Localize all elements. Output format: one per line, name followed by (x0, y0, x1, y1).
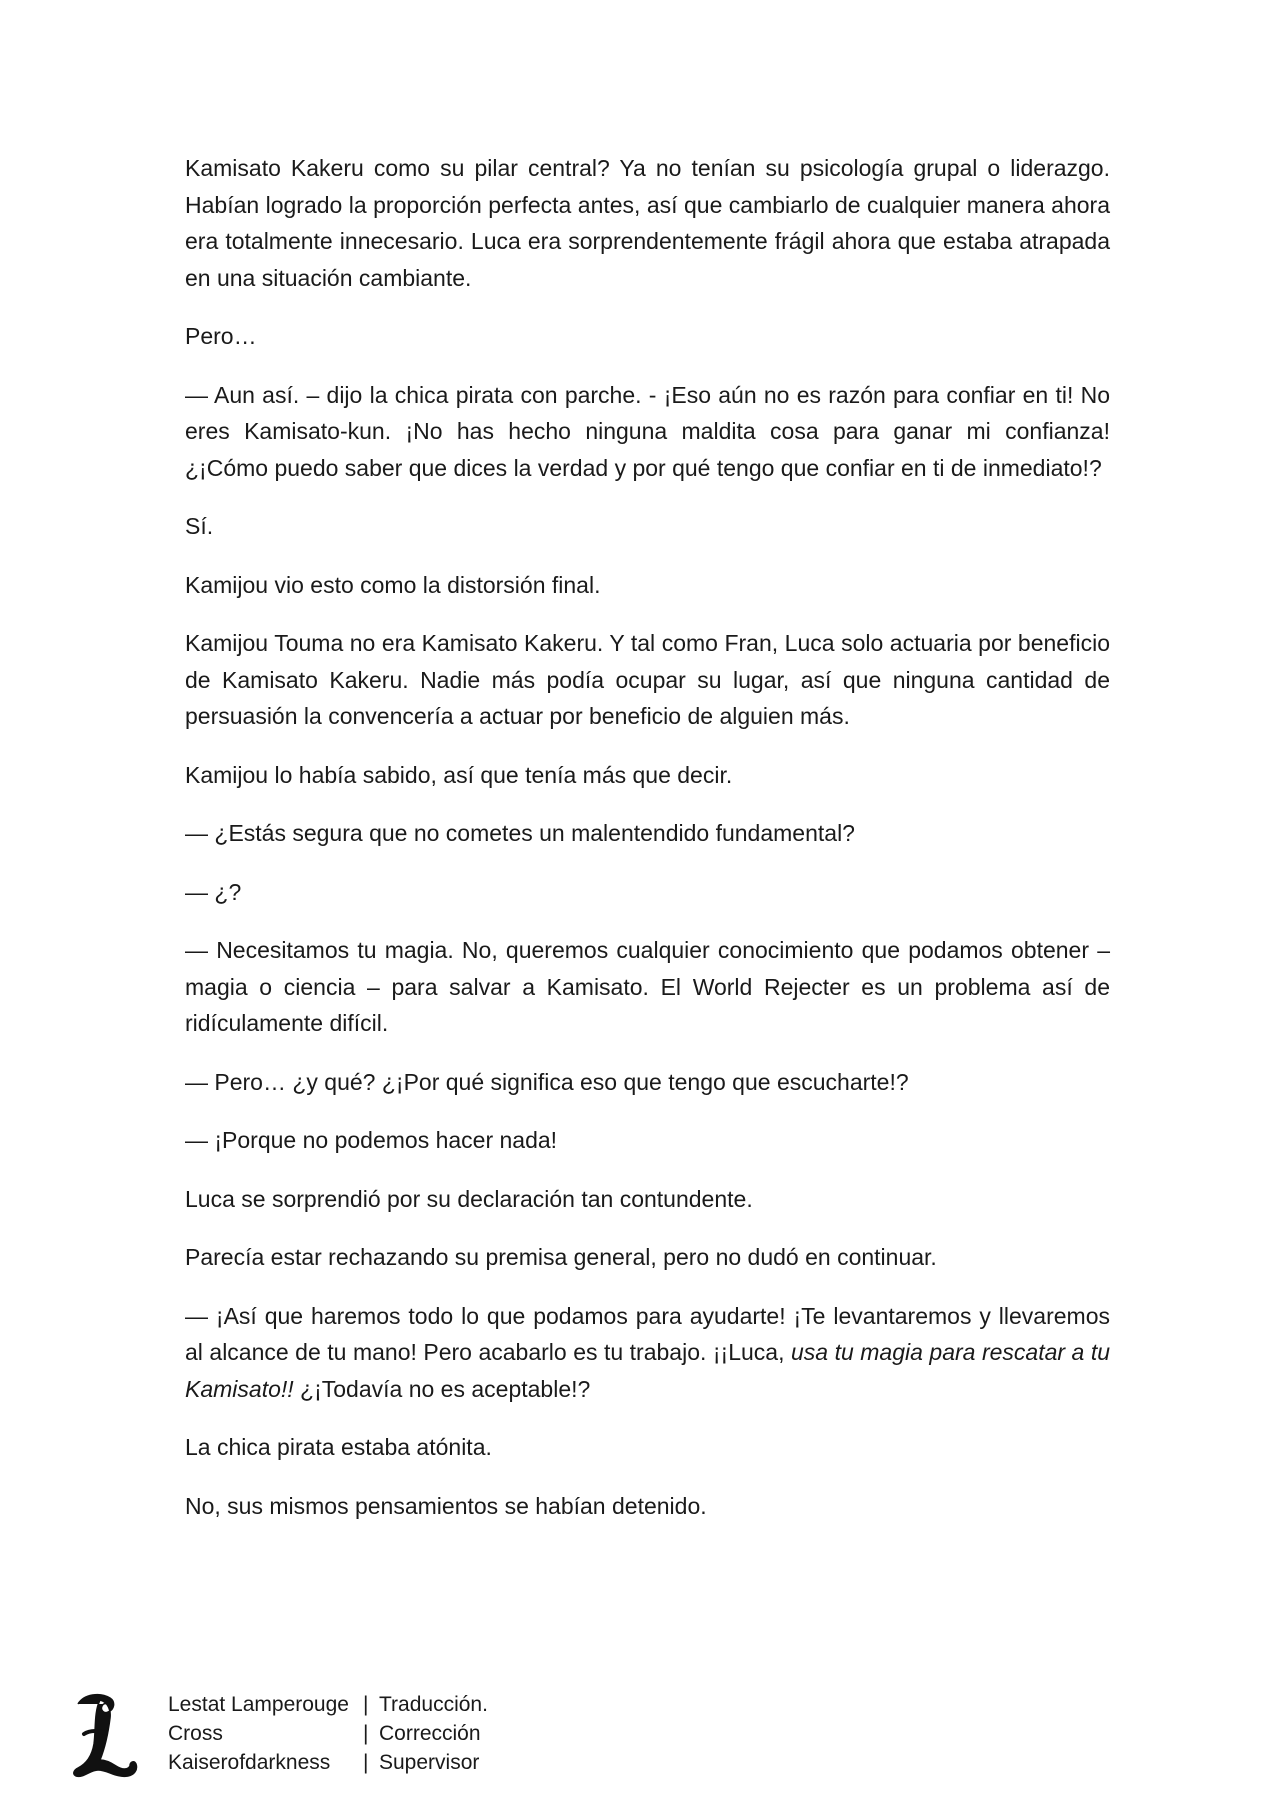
credit-role: Supervisor (379, 1751, 480, 1774)
document-body (185, 150, 1110, 1546)
paragraph-7: Kamijou lo había sabido, así que tenía más que decir. (185, 761, 733, 788)
paragraph-1: Kamisato Kakeru como su pilar central? Ya no tenían su psicología grupal o liderazgo. Habían logrado la proporción perfecta antes, así que cambiarlo de cualquier manera ahora era totalmente innecesario. Luca era sorprendentemente frágil ahora que estaba atrapada en una situación cambiante. (185, 155, 1110, 291)
credit-role: Corrección (379, 1722, 481, 1745)
paragraph-6: Kamijou Touma no era Kamisato Kakeru. Y tal como Fran, Luca solo actuaria por beneficio de Kamisato Kakeru. Nadie más podía ocupar su lugar, así que ninguna cantidad de persuasión la convencería a actuar por beneficio de alguien más. (185, 630, 1110, 729)
paragraph-13: Luca se sorprendió por su declaración tan contundente. (185, 1185, 753, 1212)
paragraph-4: Sí. (185, 513, 214, 539)
credit-separator: | (363, 1722, 369, 1745)
credits-list (168, 1690, 488, 1777)
gothic-L-logo-icon (70, 1690, 140, 1780)
paragraph-17: No, sus mismos pensamientos se habían detenido. (185, 1492, 707, 1519)
credit-role: Traducción. (379, 1693, 488, 1716)
credit-row (168, 1748, 488, 1777)
paragraph-14: Parecía estar rechazando su premisa general, pero no dudó en continuar. (185, 1244, 937, 1270)
paragraph-12: — ¡Porque no podemos hacer nada! (185, 1127, 558, 1153)
credits-footer (70, 1690, 770, 1780)
paragraph-11: — Pero… ¿y qué? ¿¡Por qué significa eso que tengo que escucharte!? (185, 1068, 909, 1095)
paragraph-2: Pero… (185, 323, 257, 349)
credit-name: Kaiserofdarkness (168, 1751, 331, 1774)
paragraph-15 (185, 1298, 1110, 1408)
credit-separator: | (363, 1693, 369, 1716)
credit-name: Lestat Lamperouge (168, 1693, 349, 1716)
credit-row (168, 1719, 488, 1748)
paragraph-15-start: — ¡Así que haremos todo lo que podamos para ayudarte! ¡Te levantaremos y llevaremos al alcance de tu mano! Pero acabarlo es tu trabajo. ¡¡Luca, (185, 1302, 1110, 1365)
paragraph-15-italic: usa tu magia para rescatar a tu Kamisato!! (185, 1339, 1111, 1402)
paragraph-9: — ¿? (185, 878, 242, 905)
paragraph-10: — Necesitamos tu magia. No, queremos cualquier conocimiento que podamos obtener – magia o ciencia – para salvar a Kamisato. El World Rejecter es un problema así de ridículamente difícil. (185, 937, 1110, 1036)
paragraph-15-end: ¿¡Todavía no es aceptable!? (300, 1375, 591, 1402)
paragraph-16: La chica pirata estaba atónita. (185, 1434, 492, 1460)
paragraph-8: — ¿Estás segura que no cometes un malentendido fundamental? (185, 820, 855, 846)
paragraph-5: Kamijou vio esto como la distorsión final. (185, 571, 601, 598)
credit-separator: | (363, 1751, 369, 1774)
paragraph-3: — Aun así. – dijo la chica pirata con parche. - ¡Eso aún no es razón para confiar en ti! No eres Kamisato-kun. ¡No has hecho ninguna maldita cosa para ganar mi confianza! ¿¡Cómo puedo saber que dices la verdad y por qué tengo que confiar en ti de inmediato!? (185, 381, 1110, 481)
credit-row (168, 1690, 488, 1719)
credit-name: Cross (168, 1722, 223, 1745)
